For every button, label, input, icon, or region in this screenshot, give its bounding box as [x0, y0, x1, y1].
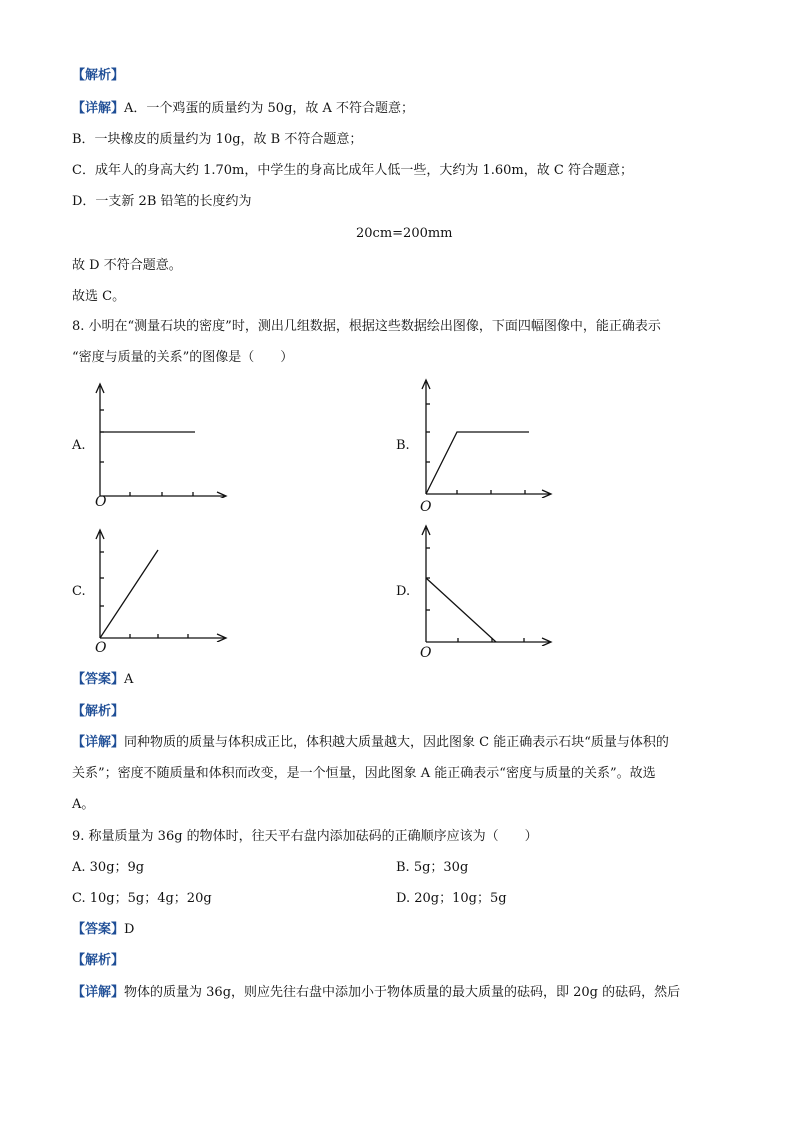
detail-tag: 【详解】 — [72, 101, 125, 116]
q9-detail-line1 — [72, 984, 680, 1002]
answer-tag: 【答案】 — [72, 672, 125, 687]
graph-b-origin: O — [420, 499, 432, 515]
detail-tag: 【详解】 — [72, 735, 125, 750]
graph-b-label: B. — [396, 438, 410, 453]
detail-text: 物体的质量为 36g，则应先往右盘中添加小于物体质量的最大质量的砝码，即 20g 的砝码，然后 — [124, 985, 681, 1000]
graph-a — [80, 378, 230, 498]
detail-text: A．一个鸡蛋的质量约为 50g，故 A 不符合题意； — [124, 101, 415, 116]
q8-answer — [72, 671, 133, 689]
q8-detail-line1 — [72, 734, 669, 752]
q9-option-b: B. 5g；30g — [396, 860, 469, 875]
q8-detail-line2: 关系”；密度不随质量和体积而改变，是一个恒量，因此图象 A 能正确表示“密度与质量的关系”。故选 — [72, 766, 656, 781]
q9-analysis-tag: 【解析】 — [72, 953, 125, 968]
q9-stem: 9. 称量质量为 36g 的物体时，往天平右盘内添加砝码的正确顺序应该为（ ） — [72, 829, 538, 844]
q9-option-c: C. 10g；5g；4g；20g — [72, 891, 212, 906]
graph-c-label: C. — [72, 584, 86, 599]
q8-detail-line3: A。 — [72, 797, 95, 812]
formula: 20cm=200mm — [356, 226, 453, 241]
q8-analysis-tag: 【解析】 — [72, 704, 125, 719]
graph-d-origin: O — [420, 645, 432, 661]
option-c-analysis: C．成年人的身高大约 1.70m，中学生的身高比成年人低一些，大约为 1.60m，故 C 符合题意； — [72, 163, 633, 178]
q8-stem-line1: 8. 小明在“测量石块的密度”时，测出几组数据，根据这些数据绘出图像，下面四幅图像中，能正确表示 — [72, 319, 661, 334]
option-d-conclusion: 故 D 不符合题意。 — [72, 258, 182, 273]
q9-option-a: A. 30g；9g — [72, 860, 145, 875]
q8-stem-line2: “密度与质量的关系”的图像是（ ） — [72, 350, 294, 365]
graph-c-origin: O — [95, 640, 107, 656]
detail-tag: 【详解】 — [72, 985, 125, 1000]
detail-line — [72, 100, 414, 118]
graph-a-label: A. — [72, 438, 86, 453]
graph-a-origin: O — [95, 494, 107, 510]
answer-value: A — [124, 672, 134, 687]
q9-option-d: D. 20g；10g；5g — [396, 891, 507, 906]
graph-d-label: D. — [396, 584, 411, 599]
graph-c — [80, 526, 230, 642]
option-b-analysis: B．一块橡皮的质量约为 10g，故 B 不符合题意； — [72, 132, 363, 147]
answer-value: D — [124, 922, 135, 937]
answer-tag: 【答案】 — [72, 922, 125, 937]
graph-b — [404, 374, 554, 498]
analysis-tag: 【解析】 — [72, 68, 125, 83]
option-d-analysis: D．一支新 2B 铅笔的长度约为 — [72, 194, 252, 209]
graph-d — [404, 522, 554, 646]
detail-text: 同种物质的质量与体积成正比，体积越大质量越大，因此图象 C 能正确表示石块“质量与体积的 — [124, 735, 669, 750]
q9-answer — [72, 921, 134, 939]
final-choice: 故选 C。 — [72, 289, 126, 304]
